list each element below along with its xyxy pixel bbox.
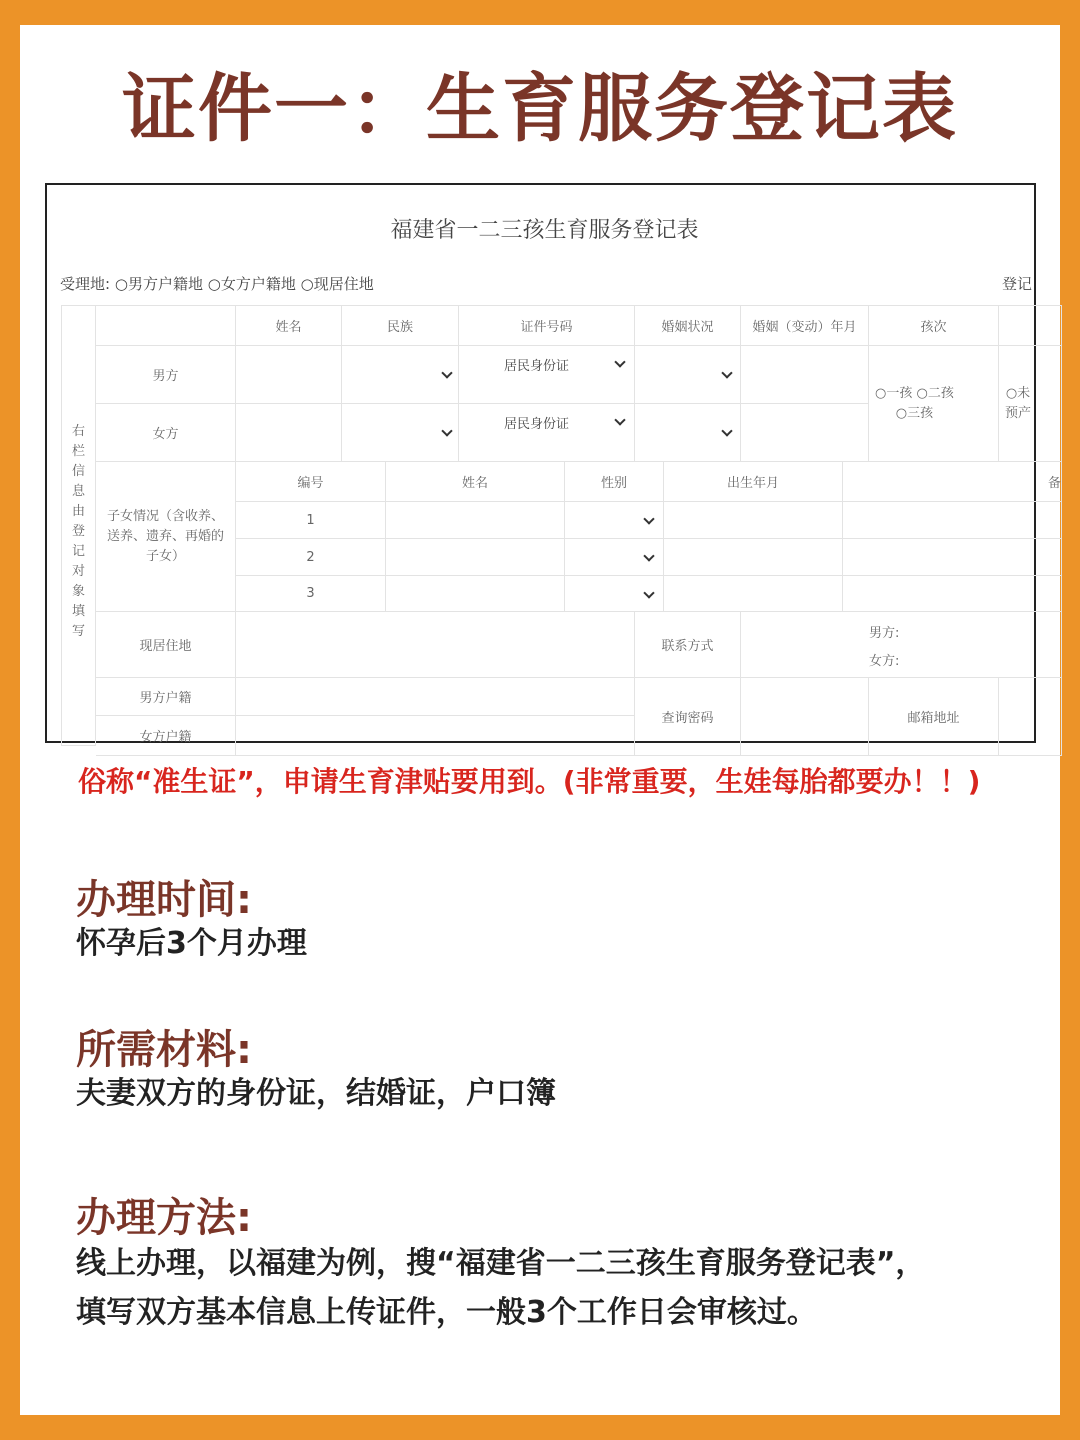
male-id-type-select[interactable] — [459, 346, 635, 404]
header-marital-status: 婚姻状况 — [635, 306, 741, 346]
female-marital-select[interactable] — [635, 404, 741, 462]
chevron-down-icon — [441, 367, 452, 378]
contact-female-label: 女方: — [869, 654, 900, 669]
chevron-down-icon — [643, 550, 654, 561]
female-ethnicity-select[interactable] — [342, 404, 459, 462]
children-label: 子女情况（含收养、送养、遗弃、再婚的子女） — [96, 462, 236, 612]
chevron-down-icon — [643, 513, 654, 524]
male-name-input[interactable] — [236, 346, 342, 404]
query-password-label: 查询密码 — [635, 678, 741, 756]
header-extra — [999, 306, 1062, 346]
child-remark-input-1[interactable] — [843, 502, 1062, 539]
row-label-female: 女方 — [96, 404, 236, 462]
section-materials-heading: 所需材料: — [76, 1027, 252, 1073]
header-blank — [96, 306, 236, 346]
header-ethnicity: 民族 — [342, 306, 459, 346]
female-hukou-input[interactable] — [236, 716, 635, 756]
form-grid — [61, 305, 1062, 746]
child-gender-select-1[interactable] — [565, 502, 664, 539]
child-name-input-1[interactable] — [386, 502, 565, 539]
cut-label: 预产 — [1005, 406, 1032, 421]
child-name-input-3[interactable] — [386, 576, 565, 612]
child-header-remark: 备 — [843, 462, 1062, 502]
chevron-down-icon — [643, 587, 654, 598]
residence-label: 现居住地 — [96, 612, 236, 678]
child-birth-input-3[interactable] — [664, 576, 843, 612]
residence-input[interactable] — [236, 612, 635, 678]
side-label — [62, 306, 96, 746]
male-marriage-date-input[interactable] — [741, 346, 869, 404]
child-header-number: 编号 — [236, 462, 386, 502]
extra-cut-cell — [999, 346, 1062, 462]
section-method-heading: 办理方法: — [76, 1195, 252, 1241]
contact-label: 联系方式 — [635, 612, 741, 678]
male-hukou-input[interactable] — [236, 678, 635, 716]
female-marriage-date-input[interactable] — [741, 404, 869, 462]
row-label-male: 男方 — [96, 346, 236, 404]
contact-male-label: 男方: — [869, 626, 900, 641]
child-header-gender: 性别 — [565, 462, 664, 502]
radio-third-child[interactable]: ○三孩 — [895, 406, 934, 421]
child-number-1: 1 — [236, 502, 386, 539]
chevron-down-icon — [614, 414, 625, 425]
radio-male-hukou[interactable]: ○男方户籍地 — [114, 275, 203, 293]
male-id-type-value: 居民身份证 — [504, 359, 570, 374]
accept-location-row — [60, 273, 374, 294]
child-order-cell — [869, 346, 999, 462]
child-number-3: 3 — [236, 576, 386, 612]
email-input[interactable] — [999, 678, 1062, 756]
chevron-down-icon — [614, 356, 625, 367]
section-method-body-line1: 线上办理，以福建为例，搜“福建省一二三孩生育服务登记表”， — [76, 1246, 926, 1281]
accept-label: 受理地: — [60, 275, 111, 293]
radio-cut[interactable]: ○未 — [1005, 386, 1031, 401]
radio-residence[interactable]: ○现居住地 — [300, 275, 374, 293]
child-number-2: 2 — [236, 539, 386, 576]
header-name: 姓名 — [236, 306, 342, 346]
note-text: 俗称“准生证”，申请生育津贴要用到。(非常重要，生娃每胎都要办！！) — [78, 765, 981, 798]
chevron-down-icon — [721, 425, 732, 436]
male-hukou-label: 男方户籍 — [96, 678, 236, 716]
child-remark-input-3[interactable] — [843, 576, 1062, 612]
child-remark-input-2[interactable] — [843, 539, 1062, 576]
side-label-text: 右栏信息由登记对象填写 — [71, 424, 85, 639]
form-title: 福建省一二三孩生育服务登记表 — [390, 218, 699, 243]
header-child-order: 孩次 — [869, 306, 999, 346]
child-birth-input-1[interactable] — [664, 502, 843, 539]
male-ethnicity-select[interactable] — [342, 346, 459, 404]
registration-label: 登记 — [1002, 275, 1033, 293]
contact-cell — [741, 612, 1062, 678]
page-title: 证件一：生育服务登记表 — [122, 66, 958, 152]
child-gender-select-3[interactable] — [565, 576, 664, 612]
child-gender-select-2[interactable] — [565, 539, 664, 576]
female-hukou-label: 女方户籍 — [96, 716, 236, 756]
form-screenshot — [45, 183, 1061, 745]
cut-radios — [1005, 384, 1031, 424]
child-header-birth: 出生年月 — [664, 462, 843, 502]
child-name-input-2[interactable] — [386, 539, 565, 576]
section-method-body-line2: 填写双方基本信息上传证件，一般3个工作日会审核过。 — [76, 1295, 817, 1330]
query-password-input[interactable] — [741, 678, 869, 756]
section-time-heading: 办理时间: — [76, 877, 252, 923]
child-header-name: 姓名 — [386, 462, 565, 502]
radio-first-child[interactable]: ○一孩 — [875, 386, 913, 401]
chevron-down-icon — [721, 367, 732, 378]
header-id-number: 证件号码 — [459, 306, 635, 346]
female-id-type-select[interactable] — [459, 404, 635, 462]
child-order-radios — [875, 384, 954, 424]
radio-second-child[interactable]: ○二孩 — [916, 386, 954, 401]
female-name-input[interactable] — [236, 404, 342, 462]
child-birth-input-2[interactable] — [664, 539, 843, 576]
email-label: 邮箱地址 — [869, 678, 999, 756]
female-id-type-value: 居民身份证 — [504, 417, 570, 432]
radio-female-hukou[interactable]: ○女方户籍地 — [207, 275, 296, 293]
section-materials-body: 夫妻双方的身份证，结婚证，户口簿 — [76, 1076, 556, 1111]
chevron-down-icon — [441, 425, 452, 436]
section-time-body: 怀孕后3个月办理 — [76, 926, 307, 961]
male-marital-select[interactable] — [635, 346, 741, 404]
header-marriage-date: 婚姻（变动）年月 — [741, 306, 869, 346]
